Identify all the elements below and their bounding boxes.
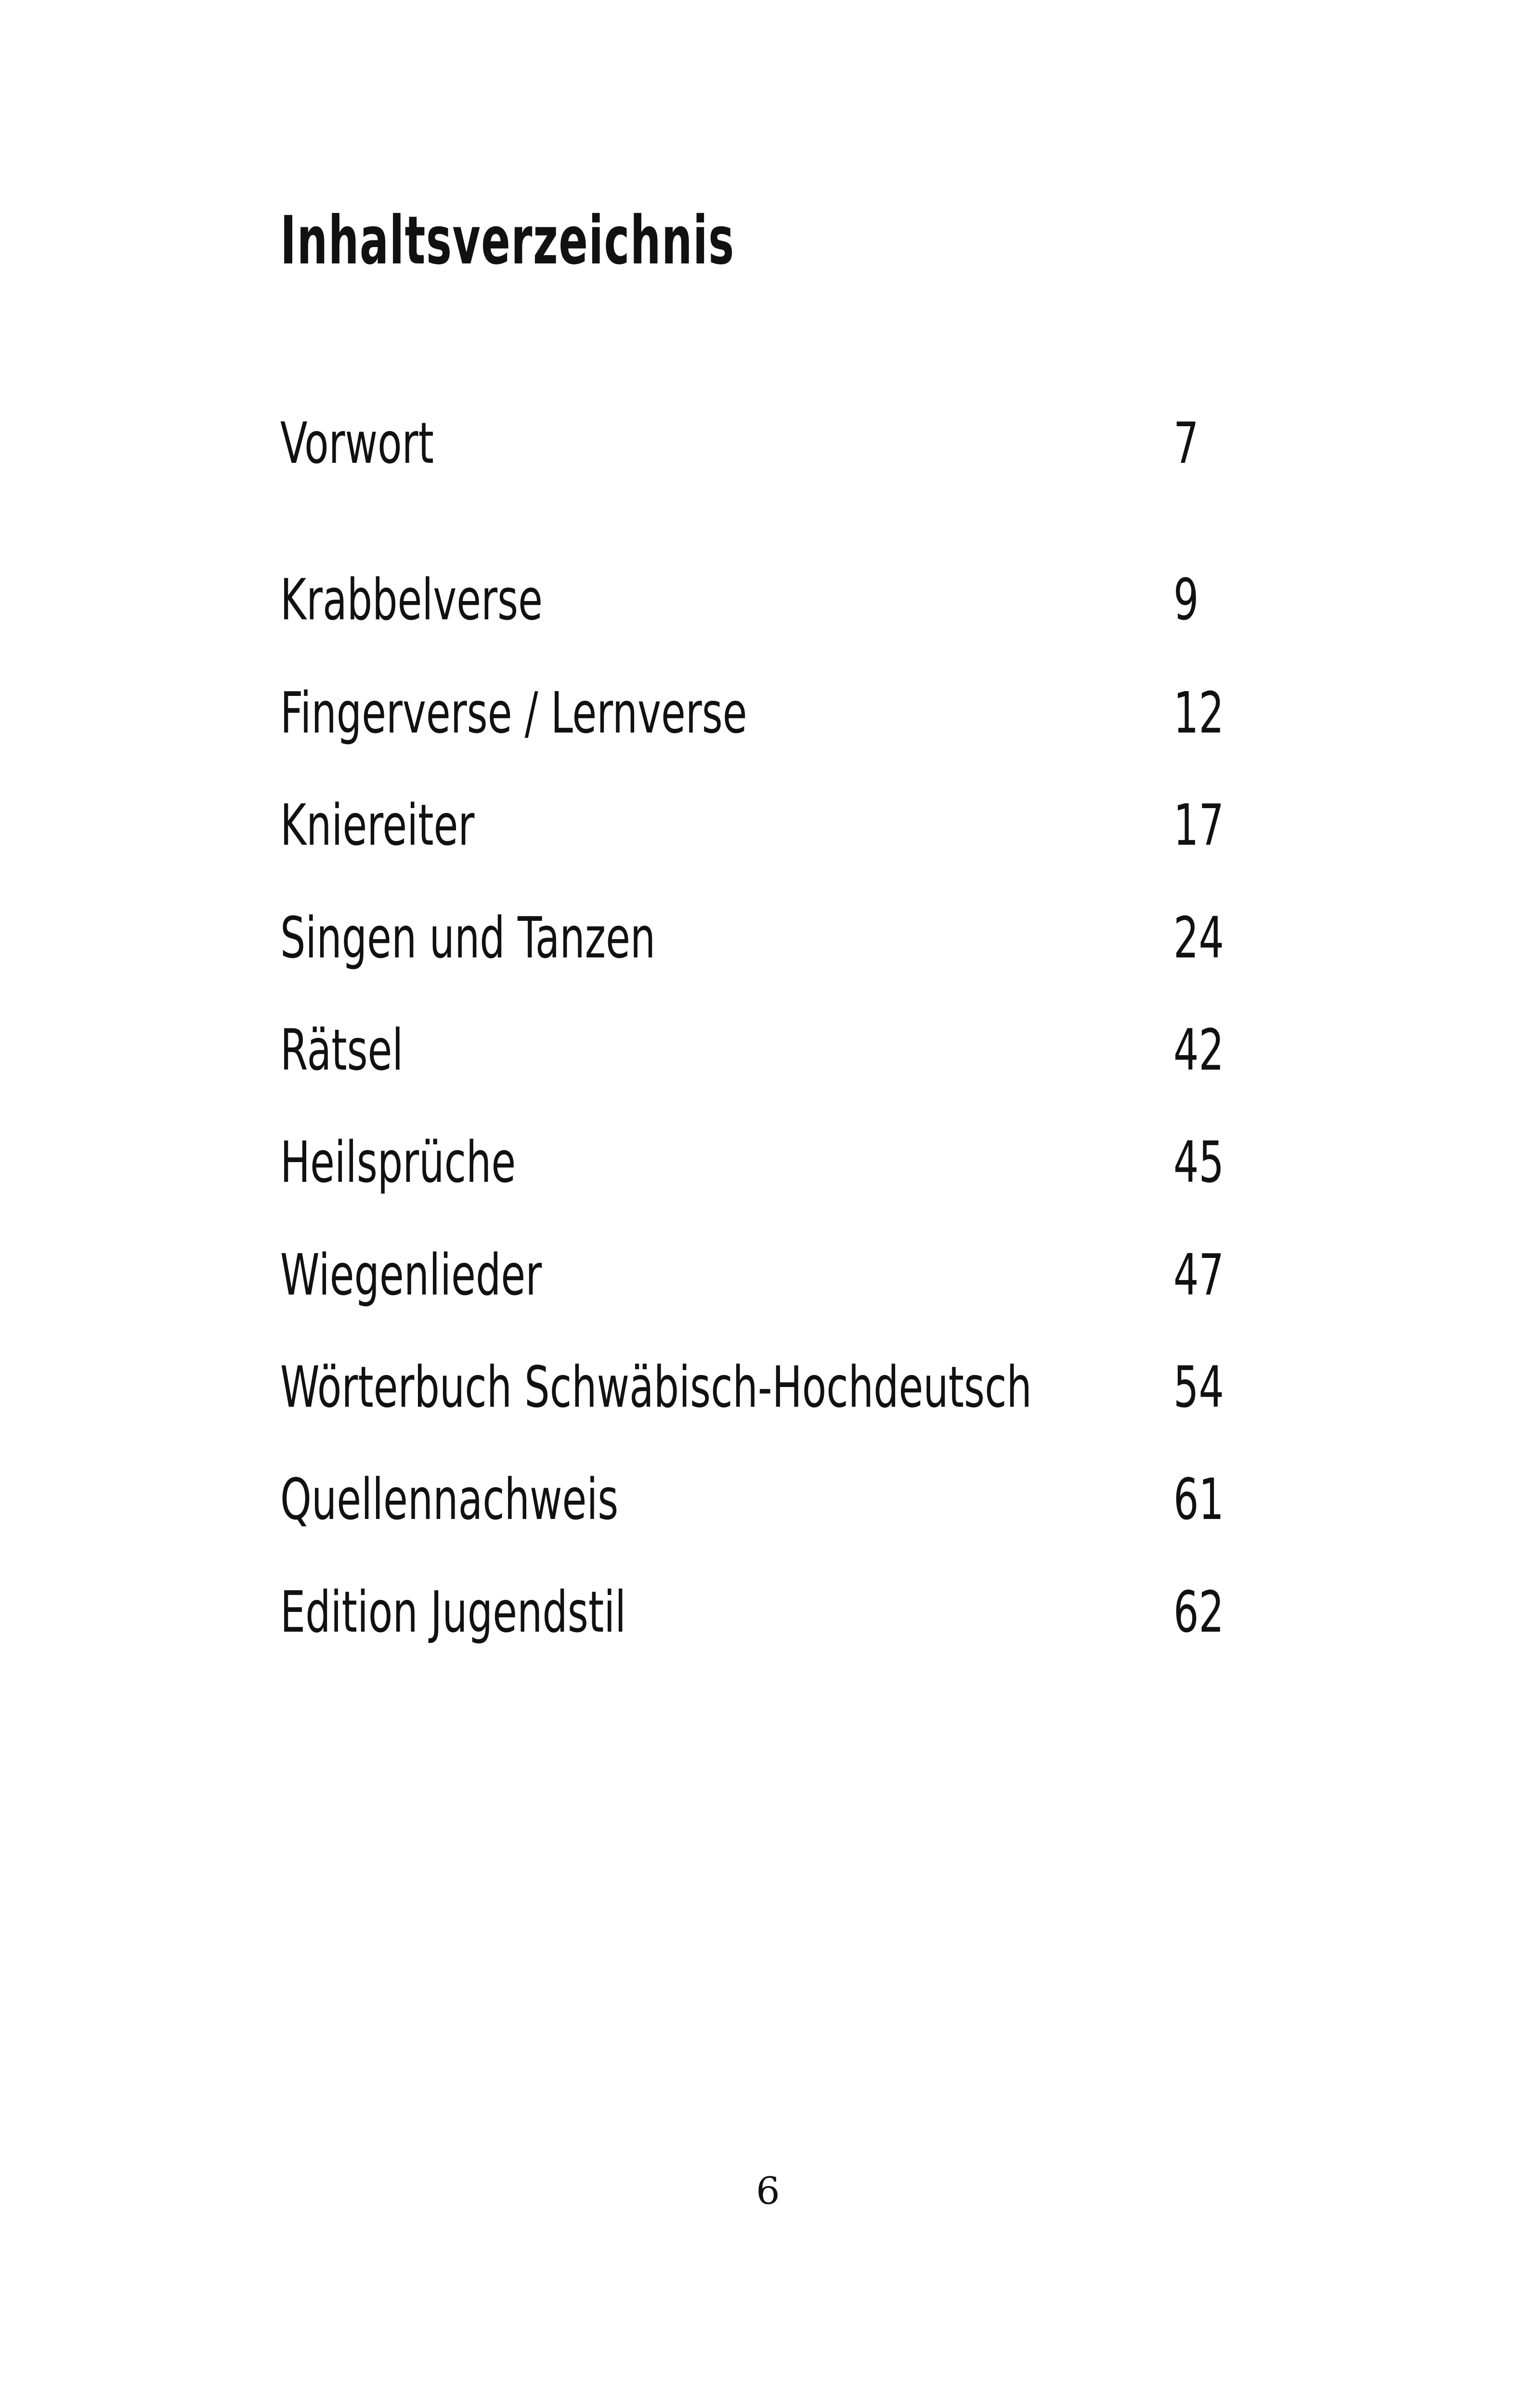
toc-entry-title: Heilsprüche	[280, 1129, 516, 1195]
page-number: 6	[756, 2170, 780, 2213]
toc-entry	[280, 1353, 1282, 1421]
toc-entry-title: Singen und Tanzen	[280, 904, 656, 971]
toc-entry	[280, 679, 1282, 746]
toc-entry-page: 9	[1173, 566, 1199, 633]
toc-entry-page: 42	[1173, 1017, 1224, 1083]
toc-entry-title: Fingerverse / Lernverse	[280, 680, 747, 746]
toc-entry	[280, 1578, 1282, 1646]
toc-entry	[280, 791, 1282, 859]
toc-entry-page: 24	[1173, 904, 1224, 971]
toc-entry-title: Kniereiter	[280, 792, 475, 858]
toc-entry-title: Vorwort	[280, 410, 434, 476]
toc-heading: Inhaltsverzeichnis	[280, 202, 735, 279]
toc-entry-page: 54	[1173, 1354, 1224, 1420]
toc-entry	[280, 1241, 1282, 1309]
toc-entry-title: Edition Jugendstil	[280, 1579, 626, 1645]
toc-entry-title: Wörterbuch Schwäbisch-Hochdeutsch	[280, 1354, 1032, 1420]
toc-entry	[280, 409, 1282, 477]
toc-entry-page: 62	[1173, 1579, 1224, 1645]
toc-entry-page: 47	[1173, 1242, 1224, 1308]
toc-entry-title: Wiegenlieder	[280, 1242, 542, 1308]
toc-entry-page: 17	[1173, 792, 1224, 858]
toc-entry-title: Rätsel	[280, 1017, 404, 1083]
toc-entry	[280, 904, 1282, 971]
toc-entry	[280, 1016, 1282, 1084]
toc-entry-page: 7	[1173, 410, 1199, 476]
toc-entry-title: Krabbelverse	[280, 566, 543, 633]
toc-entry	[280, 566, 1282, 633]
toc-entry-title: Quellennachweis	[280, 1466, 619, 1532]
toc-entry-page: 45	[1173, 1129, 1224, 1195]
toc-entry	[280, 1466, 1282, 1533]
toc-entry-page: 61	[1173, 1466, 1224, 1532]
toc-entry	[280, 1128, 1282, 1196]
toc-entry-page: 12	[1173, 680, 1224, 746]
